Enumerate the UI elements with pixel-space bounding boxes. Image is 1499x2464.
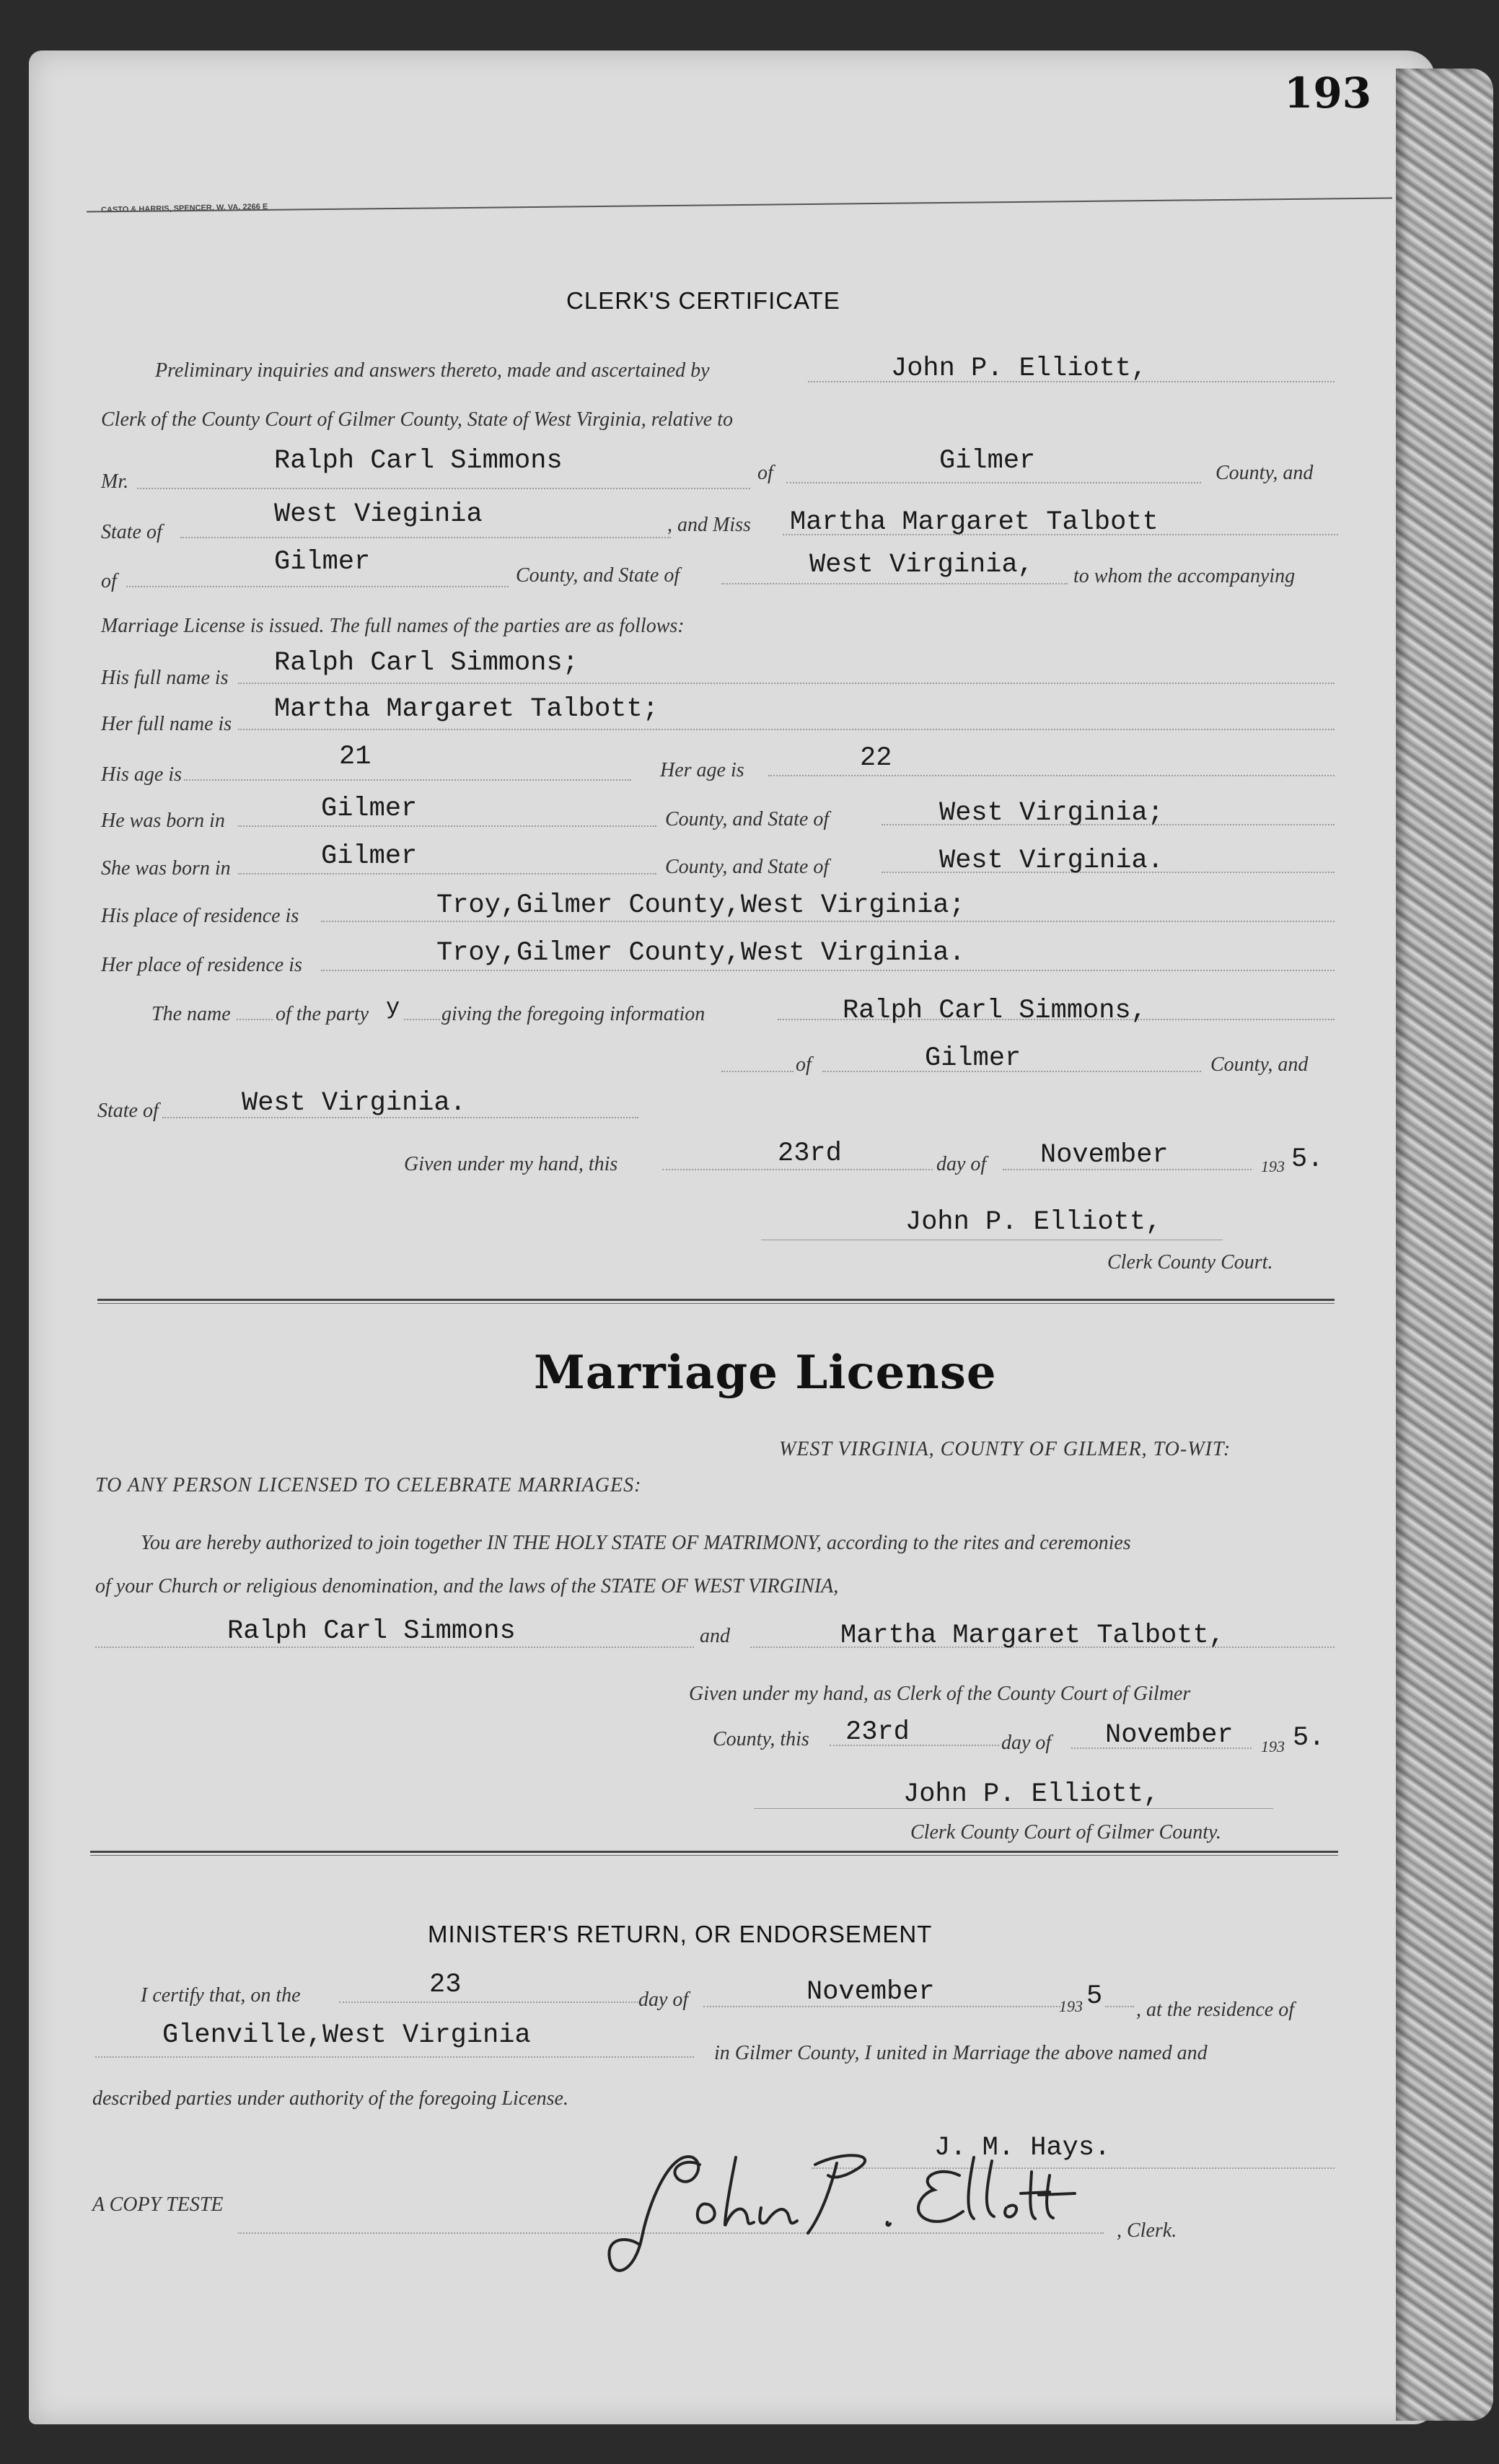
her-residence-value: Troy,Gilmer County,West Virginia.	[436, 938, 965, 968]
fill-line	[95, 2056, 694, 2058]
license-groom-value: Ralph Carl Simmons	[227, 1616, 516, 1647]
she-born-county-value: Gilmer	[321, 841, 418, 872]
label-residence-of: , at the residence of	[1136, 1999, 1295, 2021]
fill-line	[137, 488, 750, 489]
fill-line	[321, 970, 1335, 971]
county-to-wit: WEST VIRGINIA, COUNTY OF GILMER, TO-WIT:	[779, 1438, 1231, 1460]
register-page	[29, 51, 1436, 2424]
label-county-state-of: County, and State of	[516, 564, 680, 587]
label-and-miss: , and Miss	[667, 514, 751, 536]
to-any-person: TO ANY PERSON LICENSED TO CELEBRATE MARRIAGES:	[95, 1474, 642, 1496]
label-united: in Gilmer County, I united in Marriage the above named and	[714, 2042, 1208, 2064]
fill-line	[404, 1019, 440, 1020]
his-residence-value: Troy,Gilmer County,West Virginia;	[436, 890, 965, 921]
he-born-county-value: Gilmer	[321, 794, 418, 824]
label-he-born: He was born in	[101, 810, 225, 832]
fill-line	[126, 586, 509, 587]
label-she-born: She was born in	[101, 857, 231, 880]
fill-line	[662, 1169, 933, 1170]
label-county-state-of: County, and State of	[665, 808, 830, 830]
label-her-full-name: Her full name is	[101, 713, 232, 735]
label-given-under-hand: Given under my hand, this	[404, 1153, 618, 1175]
label-county-state-of: County, and State of	[665, 856, 830, 878]
informant-name-value: Ralph Carl Simmons,	[843, 996, 1147, 1026]
year-prefix: 193	[1059, 1997, 1083, 2015]
fill-line	[237, 1019, 273, 1020]
party-suffix-value: y	[386, 994, 400, 1021]
label-preliminary: Preliminary inquiries and answers thereto, made and ascertained by	[155, 359, 710, 382]
label-her-residence: Her place of residence is	[101, 954, 302, 976]
fill-line	[238, 683, 1335, 684]
fill-line	[184, 779, 631, 781]
year-prefix: 193	[1261, 1157, 1285, 1175]
printer-mark: CASTO & HARRIS, SPENCER, W. VA. 2266 E	[100, 202, 268, 215]
label-clerk-gilmer: Clerk County Court of Gilmer County.	[910, 1821, 1221, 1843]
label-of: of	[101, 570, 117, 592]
license-bride-value: Martha Margaret Talbott,	[840, 1621, 1225, 1651]
fill-line	[180, 537, 671, 538]
his-age-value: 21	[339, 742, 372, 772]
section-rule	[90, 1851, 1338, 1856]
fill-line	[95, 1647, 694, 1648]
certificate-day-value: 23rd	[778, 1139, 842, 1169]
her-age-value: 22	[860, 743, 892, 773]
page-number: 193	[1284, 69, 1372, 118]
label-and: and	[700, 1625, 730, 1647]
informant-county-value: Gilmer	[925, 1043, 1021, 1074]
fill-line	[768, 775, 1335, 776]
label-state-of: State of	[101, 521, 162, 543]
groom-name-value: Ralph Carl Simmons	[274, 446, 563, 476]
label-county-and: County, and	[1216, 462, 1314, 484]
year-prefix: 193	[1261, 1737, 1285, 1755]
label-county-and: County, and	[1210, 1053, 1309, 1076]
bride-county-value: Gilmer	[274, 547, 371, 577]
label-certify: I certify that, on the	[141, 1984, 301, 2007]
label-giving-info: giving the foregoing information	[441, 1003, 705, 1025]
label-license-issued: Marriage License is issued. The full names of the parties are as follows:	[101, 615, 685, 637]
license-month-value: November	[1105, 1720, 1234, 1750]
fill-line	[721, 1071, 794, 1072]
minister-name-value: J. M. Hays.	[934, 2133, 1111, 2163]
label-day-of: day of	[936, 1153, 987, 1175]
label-described: described parties under authority of the foregoing License.	[92, 2087, 568, 2110]
fill-line	[721, 583, 1068, 584]
label-county-this: County, this	[713, 1728, 809, 1750]
label-of: of	[757, 462, 773, 484]
return-month-value: November	[806, 1977, 935, 2007]
certificate-year-digit: 5.	[1291, 1144, 1324, 1175]
label-given-as-clerk: Given under my hand, as Clerk of the County Court of Gilmer	[689, 1683, 1191, 1705]
label-mr: Mr.	[101, 470, 129, 493]
label-his-full-name: His full name is	[101, 667, 229, 689]
label-day-of: day of	[1001, 1732, 1052, 1754]
label-state-of: State of	[97, 1100, 159, 1122]
his-full-name-value: Ralph Carl Simmons;	[274, 648, 579, 678]
ministers-return-heading: MINISTER'S RETURN, OR ENDORSEMENT	[428, 1921, 933, 1947]
label-day-of: day of	[638, 1989, 689, 2011]
fill-line	[339, 2002, 638, 2003]
fill-line	[321, 921, 1335, 922]
label-of: of	[796, 1053, 812, 1076]
clerk-name-value: John P. Elliott,	[891, 354, 1148, 384]
she-born-state-value: West Virginia.	[939, 846, 1164, 876]
label-clerk-of: Clerk of the County Court of Gilmer County, State of West Virginia, relative to	[101, 408, 733, 431]
license-year-digit: 5.	[1293, 1723, 1325, 1753]
return-place-value: Glenville,West Virginia	[162, 2020, 531, 2051]
label-copy-teste: A COPY TESTE	[92, 2193, 224, 2216]
informant-state-value: West Virginia.	[242, 1088, 466, 1118]
label-of-the-party: of the party	[276, 1003, 369, 1025]
clerk-certificate-heading: CLERK'S CERTIFICATE	[566, 287, 840, 314]
groom-county-value: Gilmer	[939, 446, 1036, 476]
certificate-clerk-signature: John P. Elliott,	[905, 1207, 1162, 1237]
groom-state-value: West Vieginia	[274, 499, 483, 530]
authorized-text: You are hereby authorized to join together IN THE HOLY STATE OF MATRIMONY, according to the rites and ceremonies	[141, 1532, 1131, 1554]
her-full-name-value: Martha Margaret Talbott;	[274, 694, 659, 724]
certificate-month-value: November	[1040, 1140, 1169, 1170]
return-year-digit: 5	[1086, 1981, 1103, 2012]
bride-name-value: Martha Margaret Talbott	[790, 507, 1159, 538]
label-the-name: The name	[151, 1003, 231, 1025]
label-clerk-county-court: Clerk County Court.	[1107, 1251, 1273, 1273]
fill-line	[238, 873, 656, 874]
label-her-age: Her age is	[660, 759, 744, 781]
fill-line	[238, 825, 656, 827]
marbled-page-edge	[1396, 69, 1493, 2421]
clerk-handwritten-signature	[599, 2136, 1089, 2302]
license-clerk-signature: John P. Elliott,	[903, 1779, 1160, 1810]
return-day-value: 23	[429, 1970, 462, 2000]
marriage-license-title: Marriage License	[534, 1346, 997, 1400]
license-day-value: 23rd	[845, 1717, 910, 1748]
bride-state-value: West Virginia,	[809, 550, 1034, 580]
label-his-residence: His place of residence is	[101, 905, 299, 927]
label-his-age: His age is	[101, 763, 182, 786]
label-clerk: , Clerk.	[1117, 2219, 1177, 2242]
he-born-state-value: West Virginia;	[939, 798, 1164, 828]
section-rule	[97, 1299, 1335, 1304]
fill-line	[1105, 2006, 1134, 2007]
label-accompanying: to whom the accompanying	[1073, 565, 1296, 587]
church-text: of your Church or religious denomination, and the laws of the STATE OF WEST VIRGINIA,	[95, 1575, 839, 1597]
fill-line	[786, 482, 1201, 483]
fill-line	[238, 729, 1335, 730]
